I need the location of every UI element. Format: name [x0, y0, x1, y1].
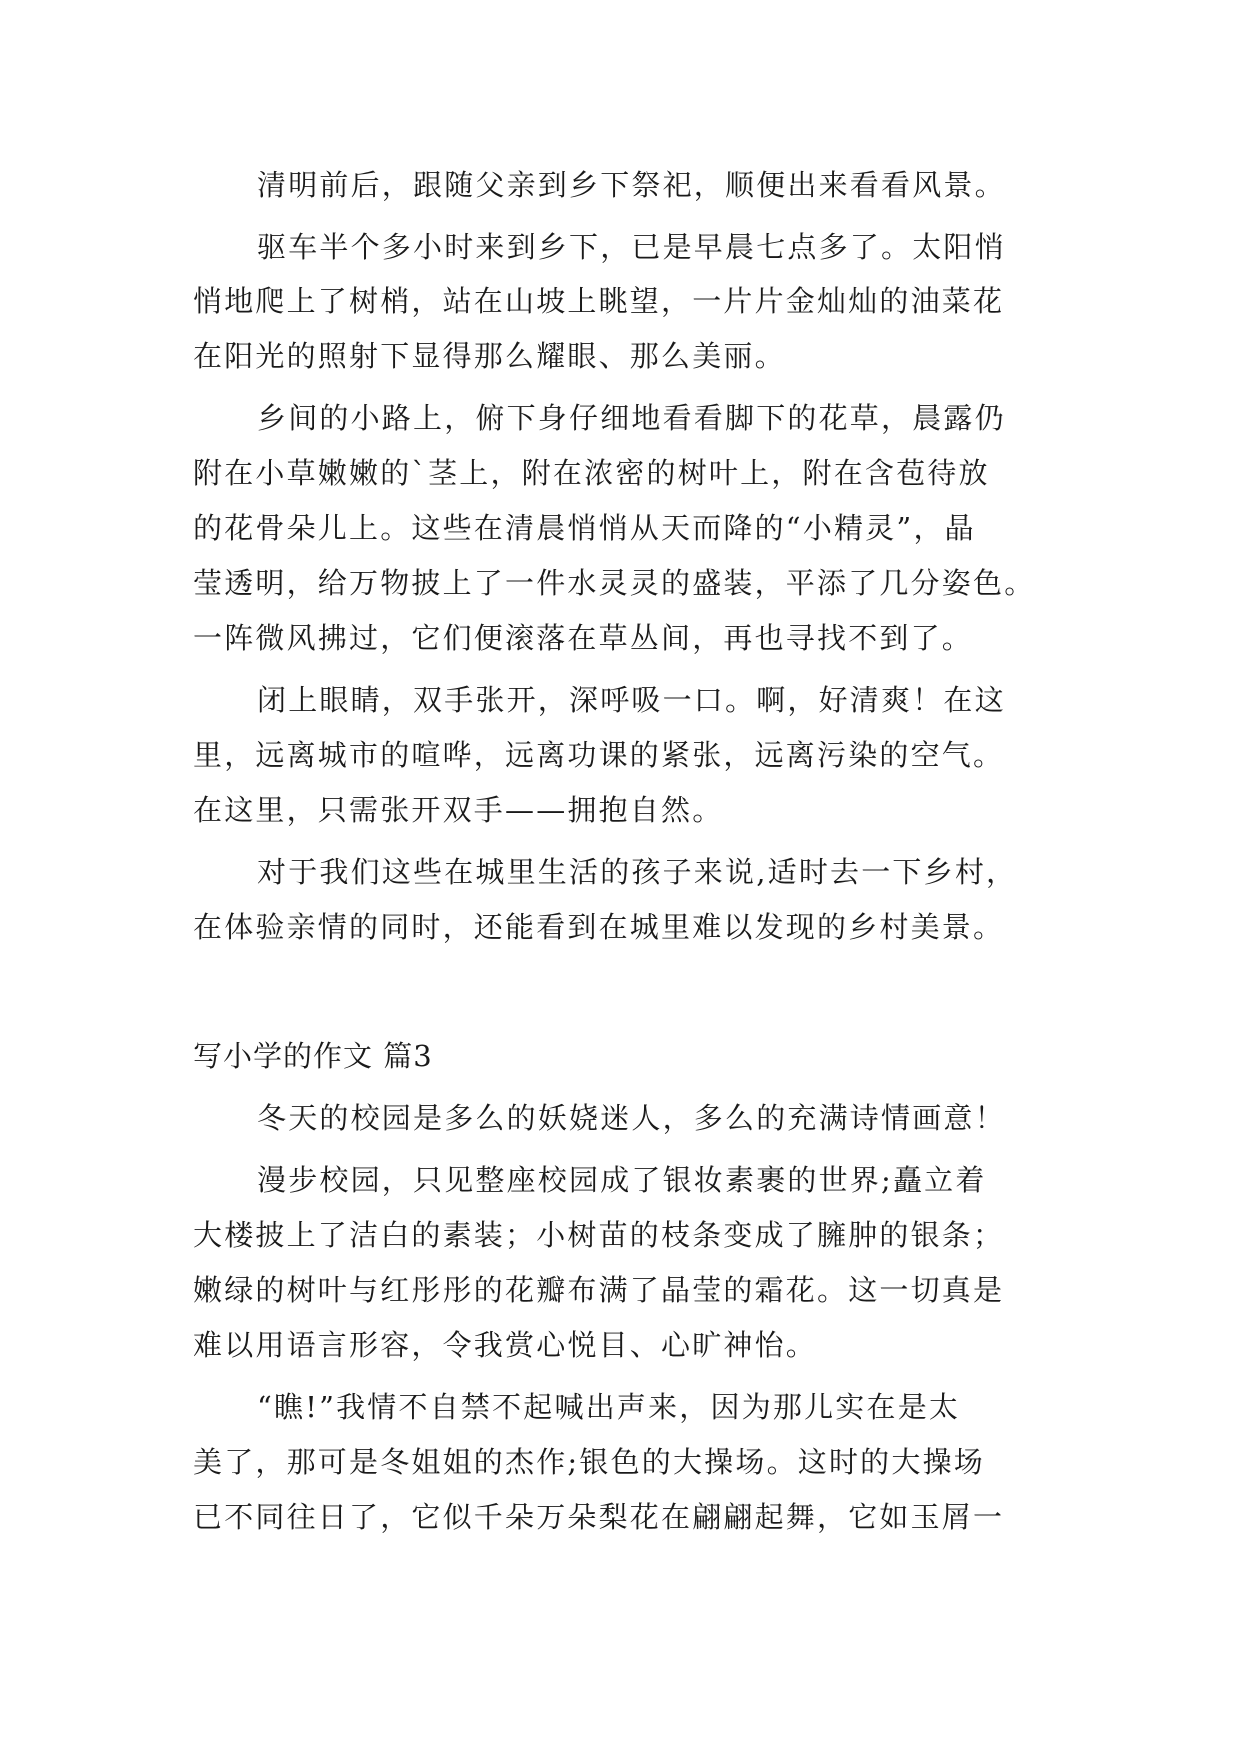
paragraph-line: 悄地爬上了树梢，站在山坡上眺望，一片片金灿灿的油菜花 — [193, 284, 1005, 318]
paragraph-line: 清明前后，跟随父亲到乡下祭祀，顺便出来看看风景。 — [257, 168, 1006, 202]
paragraph-line: 里，远离城市的喧哗，远离功课的紧张，远离污染的空气。 — [193, 738, 1005, 772]
paragraph-line: 已不同往日了，它似千朵万朵梨花在翩翩起舞，它如玉屑一 — [193, 1500, 1005, 1534]
paragraph-line: 难以用语言形容，令我赏心悦目、心旷神怡。 — [193, 1328, 818, 1362]
paragraph-line: 在体验亲情的同时，还能看到在城里难以发现的乡村美景。 — [193, 910, 1005, 944]
paragraph-line: 一阵微风拂过，它们便滚落在草丛间，再也寻找不到了。 — [193, 621, 974, 655]
paragraph-line: 冬天的校园是多么的妖娆迷人，多么的充满诗情画意！ — [257, 1101, 1006, 1135]
paragraph-line: 在阳光的照射下显得那么耀眼、那么美丽。 — [193, 339, 786, 373]
paragraph-line: 驱车半个多小时来到乡下，已是早晨七点多了。太阳悄 — [257, 230, 1006, 264]
paragraph-line: 对于我们这些在城里生活的孩子来说,适时去一下乡村， — [257, 855, 1018, 889]
paragraph-line: 大楼披上了洁白的素装；小树苗的枝条变成了臃肿的银条； — [193, 1218, 1005, 1252]
paragraph-line: 在这里，只需张开双手——拥抱自然。 — [193, 793, 724, 827]
paragraph-line: 附在小草嫩嫩的`茎上，附在浓密的树叶上，附在含苞待放 — [193, 456, 990, 490]
paragraph-line: 美了，那可是冬姐姐的杰作;银色的大操场。这时的大操场 — [193, 1445, 985, 1479]
paragraph-line: 的花骨朵儿上。这些在清晨悄悄从天而降的“小精灵”，晶 — [193, 511, 976, 545]
paragraph-line: 乡间的小路上，俯下身仔细地看看脚下的花草，晨露仍 — [257, 401, 1006, 435]
paragraph-line: “瞧!”我情不自禁不起喊出声来，因为那儿实在是太 — [257, 1390, 961, 1424]
paragraph-line: 嫩绿的树叶与红彤彤的花瓣布满了晶莹的霜花。这一切真是 — [193, 1273, 1005, 1307]
paragraph-line: 漫步校园，只见整座校园成了银妆素裹的世界;矗立着 — [257, 1163, 987, 1197]
paragraph-line: 闭上眼睛，双手张开，深呼吸一口。啊，好清爽！在这 — [257, 683, 1006, 717]
section-heading: 写小学的作文 篇3 — [193, 1039, 433, 1073]
paragraph-line: 莹透明，给万物披上了一件水灵灵的盛装，平添了几分姿色。 — [193, 566, 1036, 600]
